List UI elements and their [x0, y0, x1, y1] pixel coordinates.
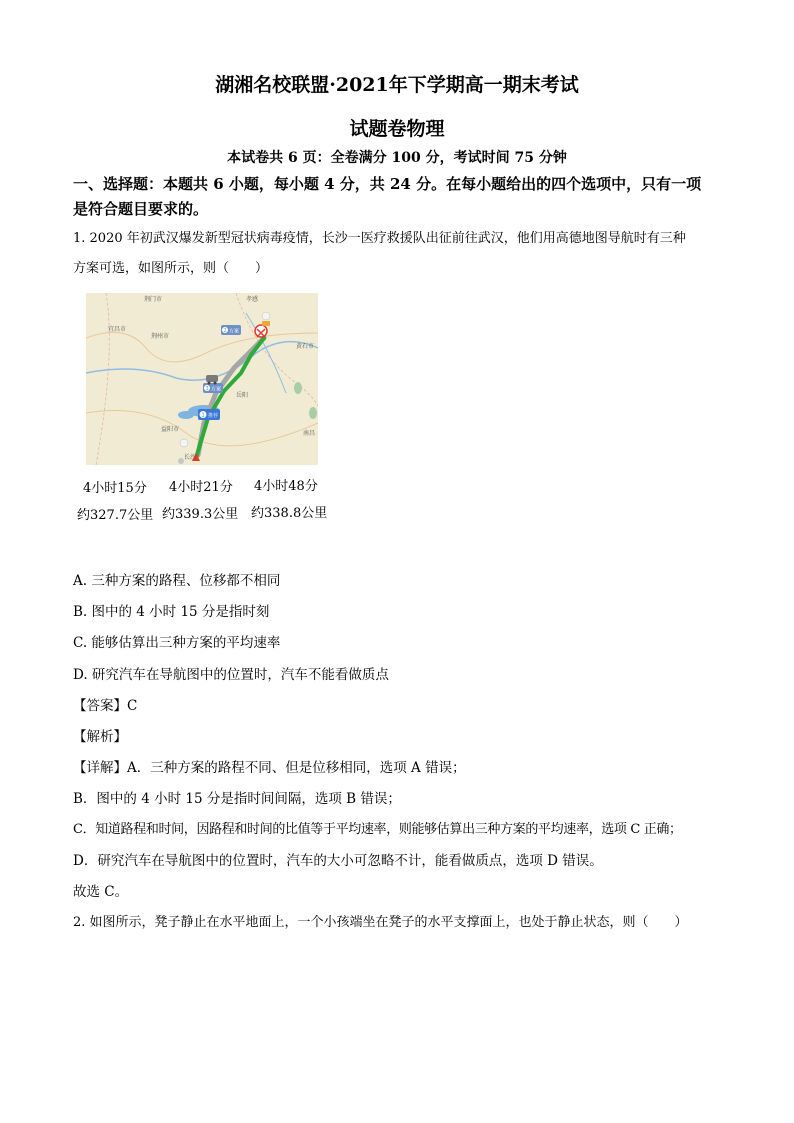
- map-label: 孝感: [246, 296, 259, 303]
- route-3-time: 4小时48分: [254, 479, 318, 494]
- q1-stem-line2: 方案可选，如图所示，则（ ）: [73, 261, 269, 276]
- detail-line-d: D．研究汽车在导航图中的位置时，汽车的大小可忽略不计，能看做质点，选项 D 错误。: [73, 853, 603, 869]
- detail-label: 【详解】: [73, 760, 127, 776]
- option-c: C. 能够估算出三种方案的平均速率: [73, 635, 281, 651]
- route-1-distance: 约327.7公里: [77, 508, 154, 523]
- option-a: A. 三种方案的路程、位移都不相同: [73, 573, 281, 589]
- answer-line: 【答案】C: [73, 698, 138, 714]
- section-heading-line2: 是符合题目要求的。: [73, 200, 209, 218]
- detail-line-a: [73, 756, 466, 776]
- conclusion: 故选 C。: [73, 884, 129, 900]
- end-pin-icon: [255, 325, 267, 337]
- navigation-map: [86, 293, 318, 465]
- svg-text:推荐: 推荐: [208, 413, 219, 419]
- detail-line-b: B．图中的 4 小时 15 分是指时间间隔，选项 B 错误；: [73, 791, 401, 807]
- svg-text:1: 1: [201, 412, 205, 419]
- route-3-distance: 约338.8公里: [251, 506, 328, 521]
- section-heading-line1: 一、选择题：本题共 6 小题，每小题 4 分，共 24 分。在每小题给出的四个选项中，只有一项: [73, 175, 702, 193]
- route-2-distance: 约339.3公里: [162, 507, 239, 522]
- weather-icon: [262, 312, 270, 326]
- q1-stem-line1: 1. 2020 年初武汉爆发新型冠状病毒疫情，长沙一医疗救援队出征前往武汉，他们用高德地图导航时有三种: [73, 231, 686, 246]
- map-label: 荆州市: [151, 333, 170, 340]
- option-d: D. 研究汽车在导航图中的位置时，汽车不能看做质点: [73, 667, 389, 683]
- svg-text:方案: 方案: [229, 328, 240, 335]
- map-label: 宜昌市: [108, 326, 127, 333]
- map-graphic: [86, 293, 318, 465]
- badge-recommended: [198, 409, 220, 420]
- svg-text:2: 2: [223, 328, 227, 334]
- svg-text:方案: 方案: [211, 386, 222, 393]
- page-subtitle: 试题卷物理: [349, 118, 445, 140]
- badge-plan-2: [221, 325, 241, 335]
- route-2-time: 4小时21分: [169, 480, 233, 495]
- detail-line-c: C．知道路程和时间，因路程和时间的比值等于平均速率，则能够估算出三种方案的平均速率，选项 C 正确；: [73, 822, 682, 837]
- route-1-time: 4小时15分: [83, 481, 147, 496]
- analysis-label: 【解析】: [73, 729, 127, 745]
- map-label: 荆门市: [144, 296, 163, 303]
- map-label: 黄石市: [296, 343, 315, 350]
- map-label: 益阳市: [161, 426, 180, 433]
- q2-stem: 2. 如图所示，凳子静止在水平地面上，一个小孩端坐在凳子的水平支撑面上，也处于静止状态，则（ ）: [73, 915, 688, 930]
- map-label: 长沙: [184, 454, 197, 461]
- page-title: 湖湘名校联盟·2021年下学期高一期末考试: [215, 74, 579, 96]
- map-label: 岳阳: [236, 392, 249, 399]
- option-b: B. 图中的 4 小时 15 分是指时刻: [73, 604, 270, 620]
- weather-icon: [180, 439, 188, 447]
- svg-text:3: 3: [205, 386, 209, 392]
- map-label: 南昌: [303, 430, 316, 437]
- exam-info: 本试卷共 6 页：全卷满分 100 分，考试时间 75 分钟: [227, 150, 567, 166]
- detail-text-a: A．三种方案的路程不同、但是位移相同，选项 A 错误；: [127, 760, 466, 776]
- badge-plan-3: [203, 383, 223, 393]
